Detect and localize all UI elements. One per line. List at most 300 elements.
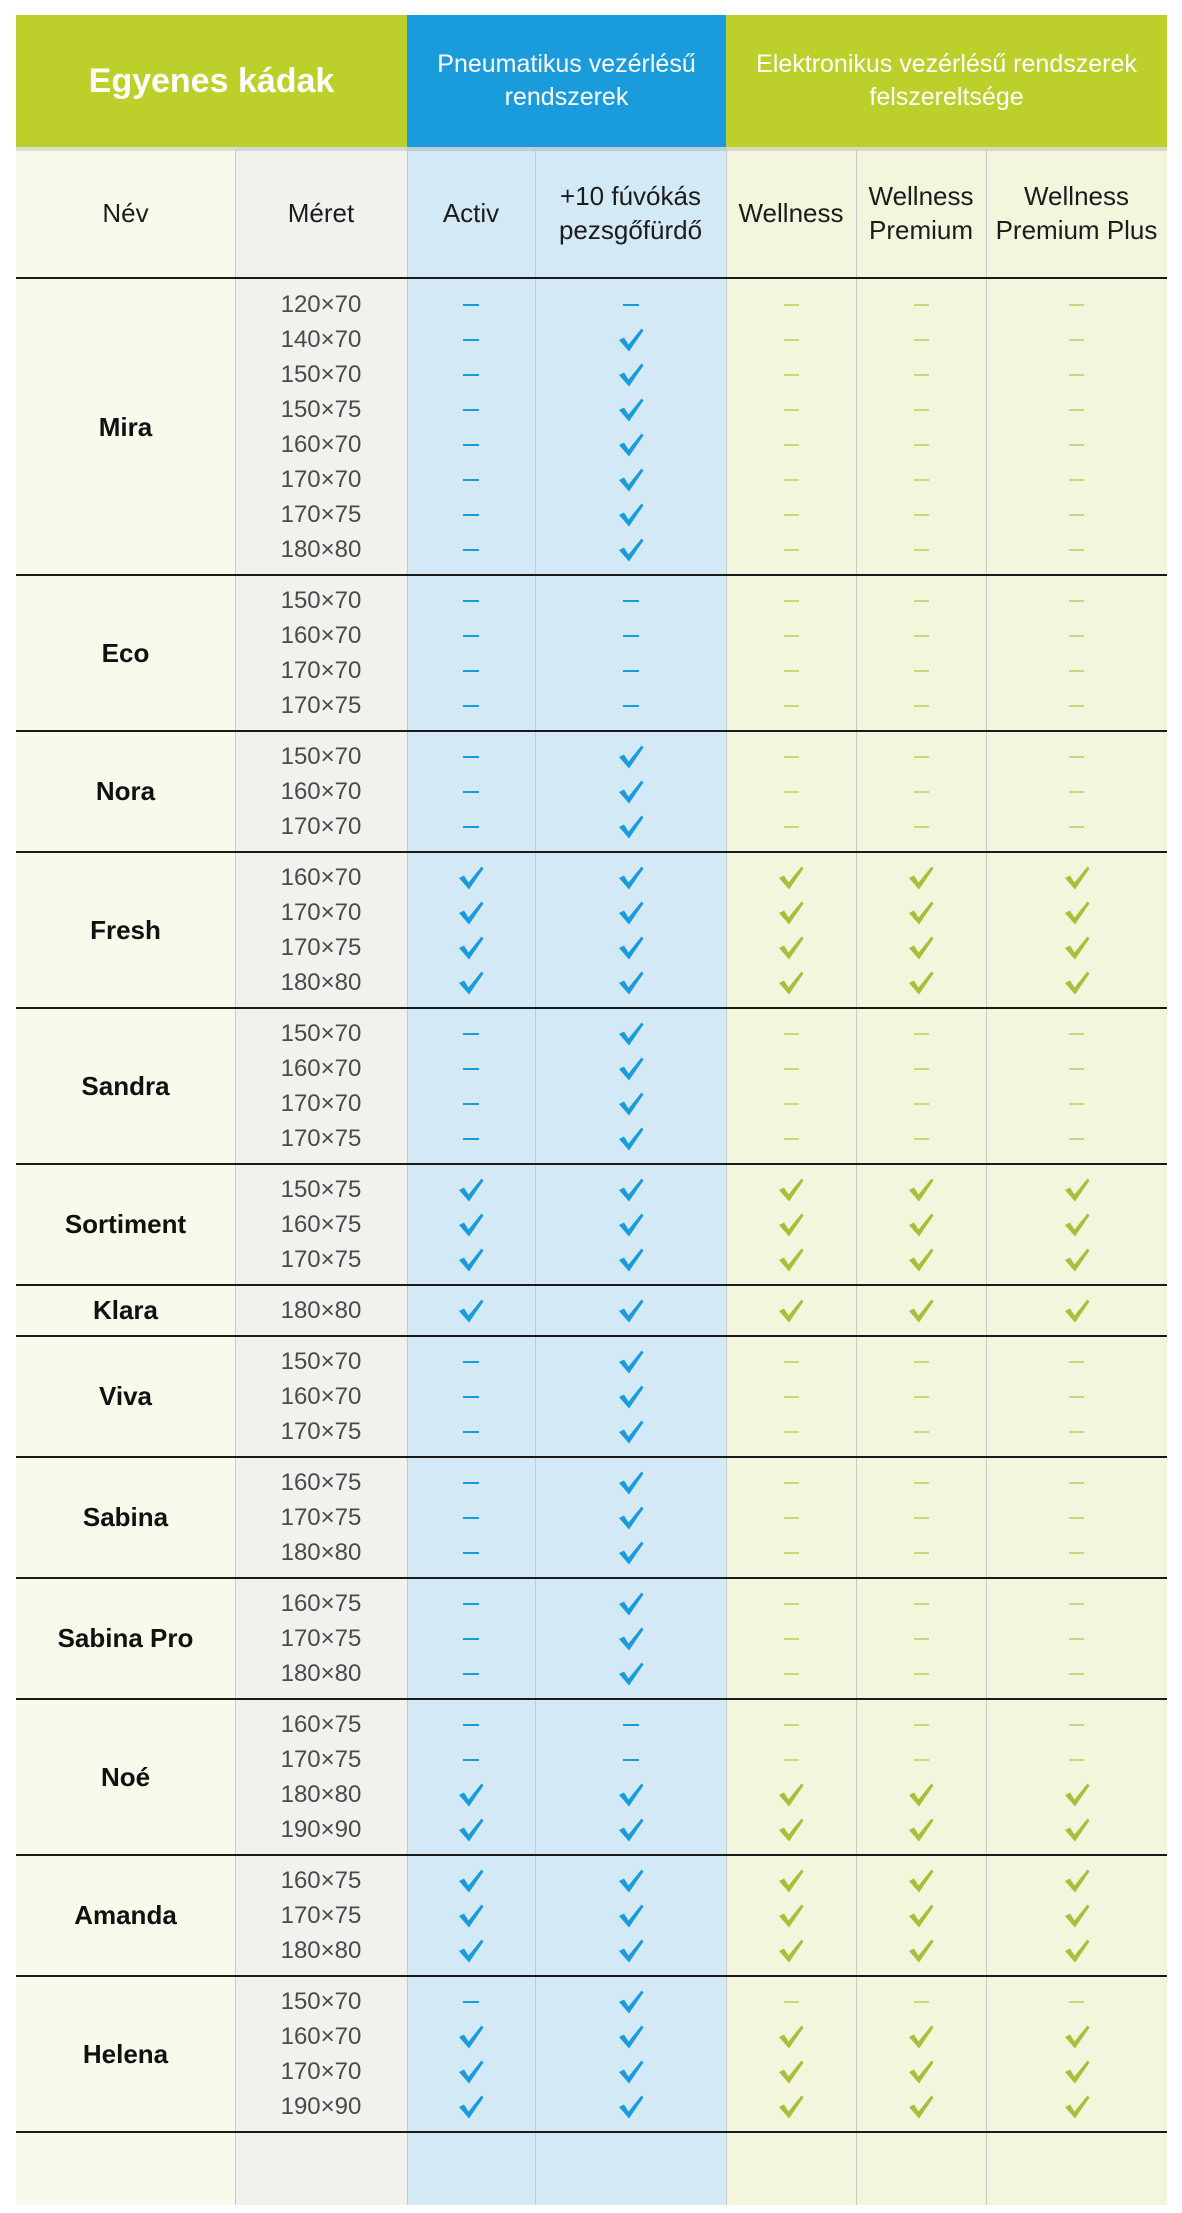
cell-pezsgo — [535, 1051, 726, 1086]
product-name: Noé — [100, 1761, 151, 1792]
size-cell: 160×75 — [280, 1866, 362, 1894]
check-icon — [1063, 1868, 1091, 1894]
dash-icon — [1069, 1103, 1084, 1105]
dash-icon — [1069, 756, 1084, 758]
cell-pezsgo — [535, 1344, 726, 1379]
table-title: Egyenes kádak — [16, 15, 407, 147]
dash-icon — [1069, 670, 1084, 672]
dash-icon — [1069, 705, 1084, 707]
cell-wellness — [726, 860, 856, 895]
cell-pezsgo — [535, 1121, 726, 1156]
cell-activ — [407, 322, 535, 357]
cell-wellness — [726, 1707, 856, 1742]
cell-wellness-premium — [856, 1016, 986, 1051]
size-cell: 150×75 — [280, 1175, 362, 1203]
check-icon — [457, 2059, 485, 2085]
cell-pezsgo — [535, 1414, 726, 1449]
size-cell: 150×70 — [280, 1987, 362, 2015]
check-icon — [907, 970, 935, 996]
cell-wellness-premium — [856, 1812, 986, 1847]
cell-activ — [407, 1121, 535, 1156]
cell-wellness-premium — [856, 1293, 986, 1328]
dash-icon — [914, 1517, 929, 1519]
cell-wellness-premium-plus — [986, 653, 1167, 688]
check-icon — [617, 362, 645, 388]
dash-icon — [784, 1068, 799, 1070]
cell-wellness — [726, 583, 856, 618]
dash-icon — [1069, 1068, 1084, 1070]
dash-icon — [784, 549, 799, 551]
cell-wellness-premium — [856, 653, 986, 688]
cell-pezsgo — [535, 618, 726, 653]
cell-wellness-premium-plus — [986, 532, 1167, 567]
check-icon — [617, 1247, 645, 1273]
cell-wellness-premium-plus — [986, 1086, 1167, 1121]
dash-icon — [784, 339, 799, 341]
cell-wellness-premium-plus — [986, 1777, 1167, 1812]
check-icon — [777, 900, 805, 926]
dash-icon — [1069, 791, 1084, 793]
cell-activ — [407, 357, 535, 392]
cell-wellness-premium — [856, 1535, 986, 1570]
cell-wellness-premium — [856, 1984, 986, 2019]
dash-icon — [1069, 479, 1084, 481]
dash-icon — [914, 444, 929, 446]
cell-activ — [407, 1172, 535, 1207]
cell-activ — [407, 1500, 535, 1535]
dash-icon — [1069, 514, 1084, 516]
size-cell: 170×70 — [280, 2057, 362, 2085]
cell-activ — [407, 1242, 535, 1277]
cell-wellness — [726, 532, 856, 567]
cell-pezsgo — [535, 287, 726, 322]
check-icon — [907, 935, 935, 961]
cell-pezsgo — [535, 895, 726, 930]
cell-wellness — [726, 774, 856, 809]
check-icon — [1063, 2094, 1091, 2120]
dash-icon — [784, 1638, 799, 1640]
check-icon — [907, 1298, 935, 1324]
cell-wellness-premium — [856, 930, 986, 965]
cell-wellness-premium — [856, 895, 986, 930]
dash-icon — [1069, 374, 1084, 376]
cell-wellness-premium-plus — [986, 2019, 1167, 2054]
cell-wellness-premium — [856, 1898, 986, 1933]
size-cell: 160×75 — [280, 1589, 362, 1617]
size-cell: 180×80 — [280, 1780, 362, 1808]
dash-icon — [914, 1552, 929, 1554]
cell-pezsgo — [535, 1863, 726, 1898]
check-icon — [777, 1903, 805, 1929]
size-cell: 160×75 — [280, 1210, 362, 1238]
size-cell: 150×75 — [280, 395, 362, 423]
cell-wellness — [726, 1172, 856, 1207]
check-icon — [617, 1782, 645, 1808]
cell-pezsgo — [535, 965, 726, 1000]
check-icon — [777, 1817, 805, 1843]
check-icon — [617, 1989, 645, 2015]
cell-wellness — [726, 1344, 856, 1379]
dash-icon — [914, 1724, 929, 1726]
cell-pezsgo — [535, 322, 726, 357]
cell-activ — [407, 1656, 535, 1691]
size-cell: 150×70 — [280, 1347, 362, 1375]
cell-wellness — [726, 462, 856, 497]
cell-pezsgo — [535, 1086, 726, 1121]
cell-wellness — [726, 1465, 856, 1500]
dash-icon — [1069, 549, 1084, 551]
dash-icon — [463, 1638, 479, 1640]
dash-icon — [463, 479, 479, 481]
product-name: Viva — [98, 1381, 152, 1411]
dash-icon — [914, 705, 929, 707]
cell-activ — [407, 532, 535, 567]
check-icon — [617, 1626, 645, 1652]
check-icon — [1063, 2024, 1091, 2050]
check-icon — [617, 502, 645, 528]
dash-icon — [914, 1482, 929, 1484]
dash-icon — [784, 756, 799, 758]
dash-icon — [784, 1517, 799, 1519]
cell-activ — [407, 860, 535, 895]
cell-wellness-premium — [856, 1242, 986, 1277]
dash-icon — [914, 1138, 929, 1140]
check-icon — [457, 2094, 485, 2120]
cell-wellness-premium — [856, 1777, 986, 1812]
cell-wellness-premium — [856, 357, 986, 392]
size-cell: 170×75 — [280, 1503, 362, 1531]
cell-activ — [407, 1465, 535, 1500]
check-icon — [1063, 1212, 1091, 1238]
dash-icon — [463, 1724, 479, 1726]
cell-wellness-premium — [856, 2089, 986, 2124]
dash-icon — [623, 635, 639, 637]
cell-wellness-premium-plus — [986, 1051, 1167, 1086]
size-cell: 160×75 — [280, 1710, 362, 1738]
dash-icon — [784, 600, 799, 602]
dash-icon — [784, 1431, 799, 1433]
check-icon — [617, 1505, 645, 1531]
cell-wellness — [726, 688, 856, 723]
cell-wellness — [726, 618, 856, 653]
dash-icon — [463, 304, 479, 306]
check-icon — [1063, 865, 1091, 891]
dash-icon — [463, 444, 479, 446]
cell-activ — [407, 774, 535, 809]
dash-icon — [784, 1396, 799, 1398]
check-icon — [457, 1817, 485, 1843]
cell-wellness-premium-plus — [986, 1863, 1167, 1898]
cell-wellness — [726, 1293, 856, 1328]
size-cell: 160×70 — [280, 430, 362, 458]
dash-icon — [914, 1759, 929, 1761]
cell-wellness — [726, 1777, 856, 1812]
size-cell: 170×75 — [280, 691, 362, 719]
check-icon — [457, 2024, 485, 2050]
check-icon — [617, 467, 645, 493]
cell-wellness — [726, 1621, 856, 1656]
cell-wellness-premium — [856, 774, 986, 809]
cell-wellness-premium — [856, 287, 986, 322]
size-cell: 190×90 — [280, 2092, 362, 2120]
cell-wellness — [726, 1933, 856, 1968]
check-icon — [617, 2059, 645, 2085]
check-icon — [617, 432, 645, 458]
check-icon — [617, 1298, 645, 1324]
cell-wellness-premium-plus — [986, 739, 1167, 774]
dash-icon — [914, 479, 929, 481]
check-icon — [617, 1817, 645, 1843]
dash-icon — [784, 1759, 799, 1761]
dash-icon — [1069, 1638, 1084, 1640]
check-icon — [777, 2024, 805, 2050]
cell-wellness — [726, 1414, 856, 1449]
check-icon — [617, 1868, 645, 1894]
cell-activ — [407, 809, 535, 844]
cell-pezsgo — [535, 583, 726, 618]
check-icon — [617, 1126, 645, 1152]
dash-icon — [1069, 444, 1084, 446]
dash-icon — [784, 1673, 799, 1675]
dash-icon — [784, 514, 799, 516]
check-icon — [457, 970, 485, 996]
cell-wellness-premium-plus — [986, 1207, 1167, 1242]
cell-wellness-premium-plus — [986, 1379, 1167, 1414]
check-icon — [1063, 1298, 1091, 1324]
dash-icon — [914, 304, 929, 306]
dash-icon — [784, 1033, 799, 1035]
check-icon — [1063, 970, 1091, 996]
check-icon — [457, 1868, 485, 1894]
size-cell: 160×70 — [280, 863, 362, 891]
dash-icon — [784, 635, 799, 637]
cell-wellness-premium — [856, 1656, 986, 1691]
dash-icon — [463, 1103, 479, 1105]
cell-pezsgo — [535, 1777, 726, 1812]
cell-wellness-premium-plus — [986, 1933, 1167, 1968]
cell-wellness-premium — [856, 618, 986, 653]
product-name: Eco — [101, 637, 150, 668]
product-table — [16, 15, 1167, 2205]
dash-icon — [1069, 1552, 1084, 1554]
cell-wellness — [726, 357, 856, 392]
check-icon — [777, 1177, 805, 1203]
cell-pezsgo — [535, 809, 726, 844]
cell-wellness — [726, 427, 856, 462]
cell-wellness-premium-plus — [986, 583, 1167, 618]
check-icon — [1063, 935, 1091, 961]
cell-wellness-premium — [856, 1051, 986, 1086]
dash-icon — [784, 670, 799, 672]
cell-wellness — [726, 1535, 856, 1570]
dash-icon — [463, 1552, 479, 1554]
check-icon — [1063, 2059, 1091, 2085]
dash-icon — [1069, 2001, 1084, 2003]
size-cell: 170×75 — [280, 1124, 362, 1152]
cell-wellness — [726, 653, 856, 688]
cell-wellness-premium — [856, 1172, 986, 1207]
check-icon — [777, 1298, 805, 1324]
dash-icon — [463, 1361, 479, 1363]
dash-icon — [1069, 1724, 1084, 1726]
cell-pezsgo — [535, 2054, 726, 2089]
cell-activ — [407, 1863, 535, 1898]
cell-activ — [407, 1812, 535, 1847]
cell-pezsgo — [535, 688, 726, 723]
cell-activ — [407, 427, 535, 462]
cell-wellness-premium-plus — [986, 1121, 1167, 1156]
check-icon — [777, 1247, 805, 1273]
dash-icon — [623, 1724, 639, 1726]
dash-icon — [1069, 1361, 1084, 1363]
dash-icon — [1069, 1033, 1084, 1035]
cell-pezsgo — [535, 1586, 726, 1621]
cell-wellness-premium — [856, 1863, 986, 1898]
dash-icon — [914, 514, 929, 516]
cell-pezsgo — [535, 1898, 726, 1933]
check-icon — [777, 1782, 805, 1808]
size-cell: 170×75 — [280, 1417, 362, 1445]
size-cell: 170×75 — [280, 1745, 362, 1773]
cell-wellness-premium-plus — [986, 427, 1167, 462]
cell-pezsgo — [535, 1500, 726, 1535]
cell-pezsgo — [535, 1293, 726, 1328]
dash-icon — [463, 1759, 479, 1761]
size-cell: 170×75 — [280, 933, 362, 961]
cell-wellness-premium — [856, 1414, 986, 1449]
dash-icon — [784, 479, 799, 481]
cell-wellness-premium-plus — [986, 1242, 1167, 1277]
dash-icon — [1069, 635, 1084, 637]
cell-activ — [407, 1344, 535, 1379]
cell-wellness — [726, 392, 856, 427]
check-icon — [617, 814, 645, 840]
cell-pezsgo — [535, 1535, 726, 1570]
cell-activ — [407, 1621, 535, 1656]
dash-icon — [1069, 826, 1084, 828]
check-icon — [457, 1938, 485, 1964]
cell-wellness — [726, 1016, 856, 1051]
check-icon — [1063, 1177, 1091, 1203]
cell-activ — [407, 1051, 535, 1086]
cell-activ — [407, 618, 535, 653]
dash-icon — [784, 1724, 799, 1726]
cell-wellness-premium — [856, 497, 986, 532]
dash-icon — [914, 1033, 929, 1035]
cell-wellness-premium-plus — [986, 357, 1167, 392]
check-icon — [617, 970, 645, 996]
cell-wellness — [726, 739, 856, 774]
cell-wellness-premium — [856, 1500, 986, 1535]
cell-activ — [407, 1086, 535, 1121]
size-cell: 150×70 — [280, 1019, 362, 1047]
cell-wellness-premium-plus — [986, 1016, 1167, 1051]
size-cell: 140×70 — [280, 325, 362, 353]
cell-wellness-premium — [856, 860, 986, 895]
check-icon — [457, 865, 485, 891]
size-cell: 170×70 — [280, 656, 362, 684]
cell-wellness-premium — [856, 1121, 986, 1156]
cell-activ — [407, 462, 535, 497]
cell-wellness — [726, 2019, 856, 2054]
column-header-wellness-premium: Wellness Premium — [868, 181, 974, 245]
cell-wellness-premium — [856, 583, 986, 618]
cell-wellness — [726, 930, 856, 965]
cell-wellness-premium-plus — [986, 1465, 1167, 1500]
column-header-activ: Activ — [442, 198, 500, 228]
dash-icon — [914, 409, 929, 411]
dash-icon — [1069, 1673, 1084, 1675]
dash-icon — [914, 1673, 929, 1675]
check-icon — [617, 779, 645, 805]
size-cell: 180×80 — [280, 1659, 362, 1687]
dash-icon — [914, 1103, 929, 1105]
check-icon — [617, 1212, 645, 1238]
cell-wellness-premium — [856, 1207, 986, 1242]
check-icon — [617, 1021, 645, 1047]
cell-wellness-premium-plus — [986, 618, 1167, 653]
cell-pezsgo — [535, 1465, 726, 1500]
cell-wellness-premium — [856, 427, 986, 462]
check-icon — [617, 1938, 645, 1964]
cell-wellness-premium — [856, 1379, 986, 1414]
cell-activ — [407, 287, 535, 322]
check-icon — [617, 1384, 645, 1410]
product-name: Nora — [95, 776, 156, 806]
check-icon — [1063, 1903, 1091, 1929]
dash-icon — [914, 670, 929, 672]
cell-wellness — [726, 1121, 856, 1156]
check-icon — [457, 1212, 485, 1238]
cell-wellness-premium — [856, 1742, 986, 1777]
cell-wellness-premium — [856, 688, 986, 723]
cell-activ — [407, 2019, 535, 2054]
cell-pezsgo — [535, 930, 726, 965]
cell-wellness — [726, 1500, 856, 1535]
dash-icon — [1069, 600, 1084, 602]
cell-pezsgo — [535, 392, 726, 427]
dash-icon — [1069, 1603, 1084, 1605]
check-icon — [1063, 1247, 1091, 1273]
cell-wellness-premium — [856, 1707, 986, 1742]
cell-pezsgo — [535, 427, 726, 462]
dash-icon — [463, 2001, 479, 2003]
column-header-pezsgo: +10 fúvókás pezsgőfürdő — [558, 181, 703, 245]
check-icon — [457, 1298, 485, 1324]
dash-icon — [623, 1759, 639, 1761]
size-cell: 170×70 — [280, 465, 362, 493]
check-icon — [1063, 900, 1091, 926]
cell-wellness-premium — [856, 2019, 986, 2054]
size-cell: 170×75 — [280, 500, 362, 528]
column-header-wellness: Wellness — [738, 198, 844, 228]
cell-wellness-premium — [856, 1086, 986, 1121]
cell-wellness-premium-plus — [986, 1621, 1167, 1656]
check-icon — [617, 1903, 645, 1929]
cell-wellness-premium — [856, 809, 986, 844]
cell-wellness-premium-plus — [986, 809, 1167, 844]
cell-wellness — [726, 1984, 856, 2019]
size-cell: 170×75 — [280, 1624, 362, 1652]
size-cell: 190×90 — [280, 1815, 362, 1843]
cell-wellness-premium-plus — [986, 2054, 1167, 2089]
cell-wellness-premium — [856, 1465, 986, 1500]
cell-pezsgo — [535, 774, 726, 809]
check-icon — [907, 1212, 935, 1238]
size-cell: 120×70 — [280, 290, 362, 318]
dash-icon — [463, 600, 479, 602]
dash-icon — [463, 549, 479, 551]
